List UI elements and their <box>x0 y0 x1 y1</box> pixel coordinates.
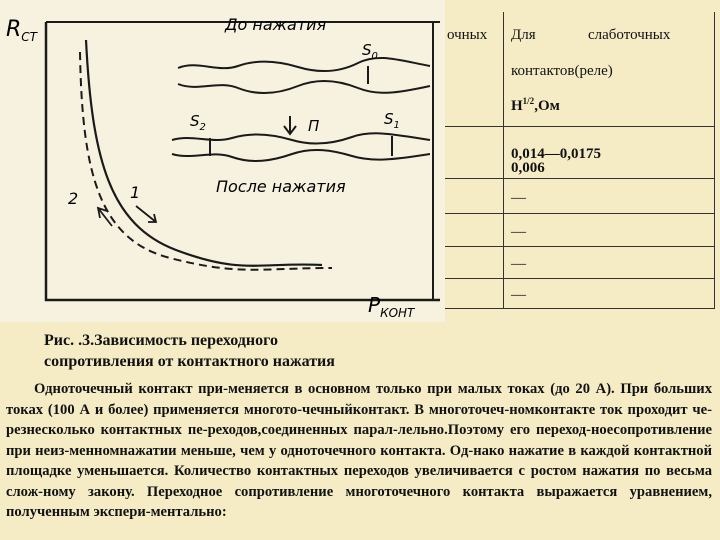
lower-contact-surface <box>178 81 430 93</box>
table-row-divider <box>445 126 715 127</box>
table-header-line3 <box>511 96 560 115</box>
table-header-unit-base: H <box>511 98 523 114</box>
table-column-divider <box>503 12 504 308</box>
table-row-divider <box>445 178 715 179</box>
caption-line-1: Рис. .3.Зависимость переходного <box>44 332 278 349</box>
table-cell-value: — <box>511 256 526 272</box>
table-row-divider <box>445 246 715 247</box>
label-s1: $S_1$ <box>384 110 400 131</box>
y-axis-label: $R_{СТ}$ <box>6 17 38 44</box>
table-row-divider <box>445 213 715 214</box>
body-text <box>6 379 712 523</box>
table-header-partial: очных <box>447 27 488 43</box>
label-s2: $S_2$ <box>190 112 206 133</box>
curve-1-label: 1 <box>130 183 141 202</box>
table-header-line1-b: слаботочных <box>588 27 671 43</box>
table-right-border <box>714 12 715 308</box>
table-cell-value: — <box>511 224 526 240</box>
curve-1-loading <box>86 40 322 266</box>
label-force: П <box>308 117 320 135</box>
figure-drawing <box>0 0 445 322</box>
label-after-pressing: После нажатия <box>216 177 346 196</box>
curve-1-arrow <box>136 206 156 222</box>
figure-caption <box>44 330 335 372</box>
contact-resistance-figure <box>0 0 445 322</box>
curve-2-unloading <box>80 52 332 270</box>
table-cell-value: 0,014—0,0175 <box>511 146 601 162</box>
table-cell-value: — <box>511 190 526 206</box>
table-header-line2: контактов(реле) <box>511 63 613 79</box>
table-bottom-border <box>445 308 715 309</box>
pressing-force-arrow <box>284 116 296 134</box>
table-header-unit-sup: 1/2 <box>522 96 535 106</box>
table-header-unit-rest: ,Ом <box>534 98 560 114</box>
table-header-line1-a: Для <box>511 27 536 43</box>
table-cell-value: — <box>511 287 526 303</box>
table-row-divider <box>445 278 715 279</box>
label-before-pressing: До нажатия <box>225 15 327 34</box>
body-paragraph: Одноточечный контакт при-меняется в основном только при малых токах (до 20 А). При больших токах (100 А и более) применяется многото-чечныйконтакт. В многоточеч-номконтакте ток проходит че-резнесколько контактных пе-реходов,соединенных парал-лельно.Поэтому его переход-ноесопротивление при неиз-менномнажатии меньше, чем у одноточечного контакта. Од-нако нажатие в каждой контактной площадке уменьшается. Количество контактных переходов увеличивается с ростом нажатия по весьма слож-ному закону. Переходное сопротивление многоточечного контакта выражается уравнением, полученным экспери-ментально: <box>6 381 712 520</box>
curve-2-label: 2 <box>68 189 79 208</box>
upper-contact-surface <box>178 58 430 71</box>
caption-line-2: сопротивления от контактного нажатия <box>44 353 335 370</box>
label-s0: $S_0$ <box>362 41 378 62</box>
table-cell-value: 0,006 <box>511 160 545 176</box>
x-axis-label: $P_{КОНТ}$ <box>368 293 415 320</box>
